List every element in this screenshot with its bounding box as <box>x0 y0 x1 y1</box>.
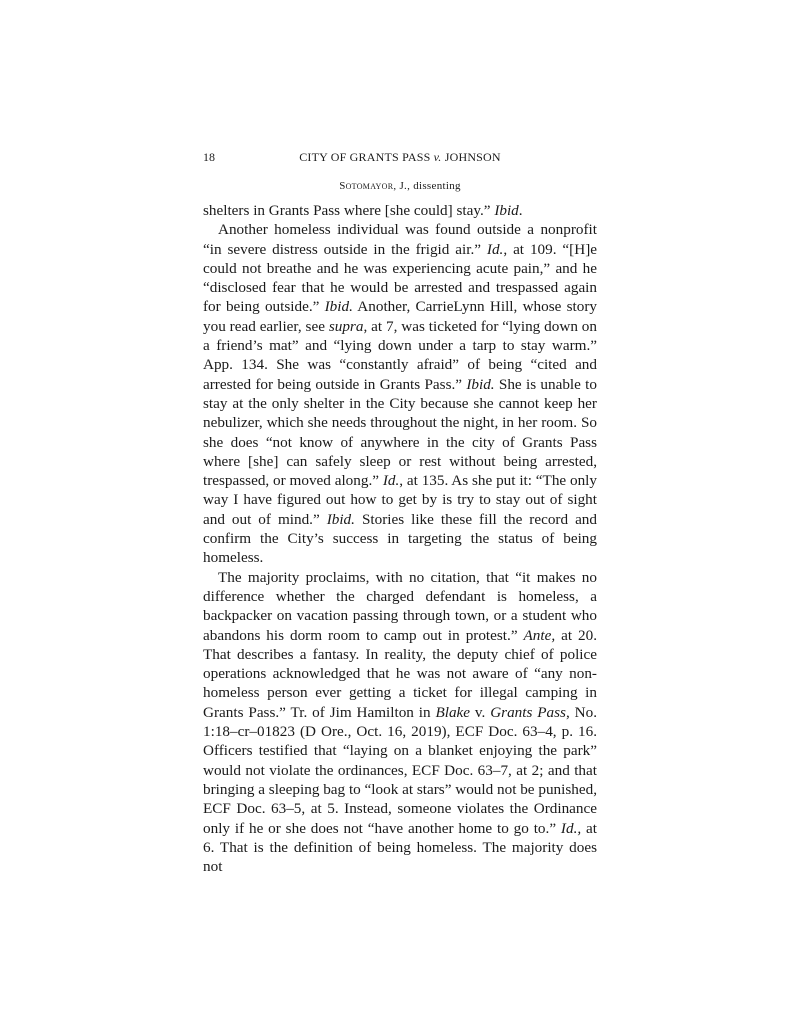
running-head-versus: v. <box>433 150 442 164</box>
p3-text-1: The majority proclaims, with no citation, that “it makes no difference whether the charged defendant is homeless, a backpacker on vacation passing through town, or a student who abandons his dorm room to camp out in protest.” <box>203 568 597 644</box>
p1-text: shelters in Grants Pass where [she could] stay.” <box>203 202 495 219</box>
p2-text-3: Another, CarrieLynn Hill, whose story you read earlier, see <box>203 298 597 335</box>
p3-citation-id: Id., <box>560 819 582 837</box>
p2-text-2: , at 109. “[H]e could not breathe and he was experiencing acute pain,” and he “disclosed fear that he would be arrested and trespassed again for being outside.” <box>203 240 597 316</box>
p2-citation-ibid-3: Ibid. <box>326 510 355 528</box>
p2-text-4: , at 7, was ticketed for “lying down on a friend’s mat” and “lying down under a tarp to stay warm.” App. 134. She was “constantly afraid” of being “cited and arrested for being outside in Grants Pass.” <box>203 317 597 393</box>
page-number: 18 <box>203 150 215 164</box>
p3-citation-ante: Ante, <box>523 626 556 644</box>
paragraph-2 <box>203 220 597 567</box>
p3-case-grants-pass: Grants Pass <box>490 703 566 721</box>
p2-citation-id-2: Id. <box>382 472 400 490</box>
paragraph-3 <box>203 568 597 877</box>
p3-case-blake: Blake <box>435 703 471 721</box>
p2-text-7: Stories like these fill the record and confirm the City’s success in targeting the status of being homeless. <box>203 510 597 567</box>
p3-text-3: , No. 1:18–cr–01823 (D Ore., Oct. 16, 2019), ECF Doc. 63–4, p. 16. Officers testified that “laying on a blanket enjoying the park” would not violate the ordinances, ECF Doc. 63–7, at 2; and that bringing a sleeping bag to “look at stars” would not be punished, ECF Doc. 63–5, at 5. Instead, someone violates the Ordinance only if he or she does not “have another home to go to.” <box>203 703 598 837</box>
p2-citation-ibid-2: Ibid. <box>466 375 495 393</box>
running-head-title-part1: CITY OF GRANTS PASS <box>299 150 434 164</box>
author-name: Sotomayor <box>339 180 394 192</box>
p2-text-6: , at 135. As she put it: “The only way I have figured out how to get by is try to stay out of sight and out of mind.” <box>203 472 597 528</box>
p3-text-2: at 20. That describes a fantasy. In reality, the deputy chief of police operations acknowledged that he was not aware of “any non-homeless person ever getting a ticket for illegal camping in Grants Pass.” Tr. of Jim Hamilton in <box>203 626 597 721</box>
running-head-title-part2: JOHNSON <box>441 150 501 164</box>
p2-citation-ibid-1: Ibid. <box>324 298 353 316</box>
author-line <box>0 180 800 192</box>
p3-text-4: at 6. That is the definition of being homeless. The majority does not <box>203 819 597 876</box>
opinion-body <box>203 201 597 876</box>
p1-end: . <box>518 202 523 219</box>
running-head <box>0 150 800 165</box>
p2-citation-id-1: Id. <box>486 240 504 258</box>
p2-text-1: Another homeless individual was found outside a nonprofit “in severe distress outside in the frigid air.” <box>203 221 597 258</box>
p3-case-versus: v. <box>470 703 491 721</box>
p2-text-5: She is unable to stay at the only shelter in the City because she cannot keep her nebulizer, which she needs throughout the night, in her room. So she does “not know of anywhere in the city of Grants Pass where [she] can safely sleep or rest without being arrested, trespassed, or moved along.” <box>203 375 597 490</box>
author-role: , J., dissenting <box>393 180 461 192</box>
p1-citation: Ibid <box>494 202 519 219</box>
paragraph-1 <box>203 201 597 220</box>
p2-citation-supra: supra <box>328 317 364 335</box>
